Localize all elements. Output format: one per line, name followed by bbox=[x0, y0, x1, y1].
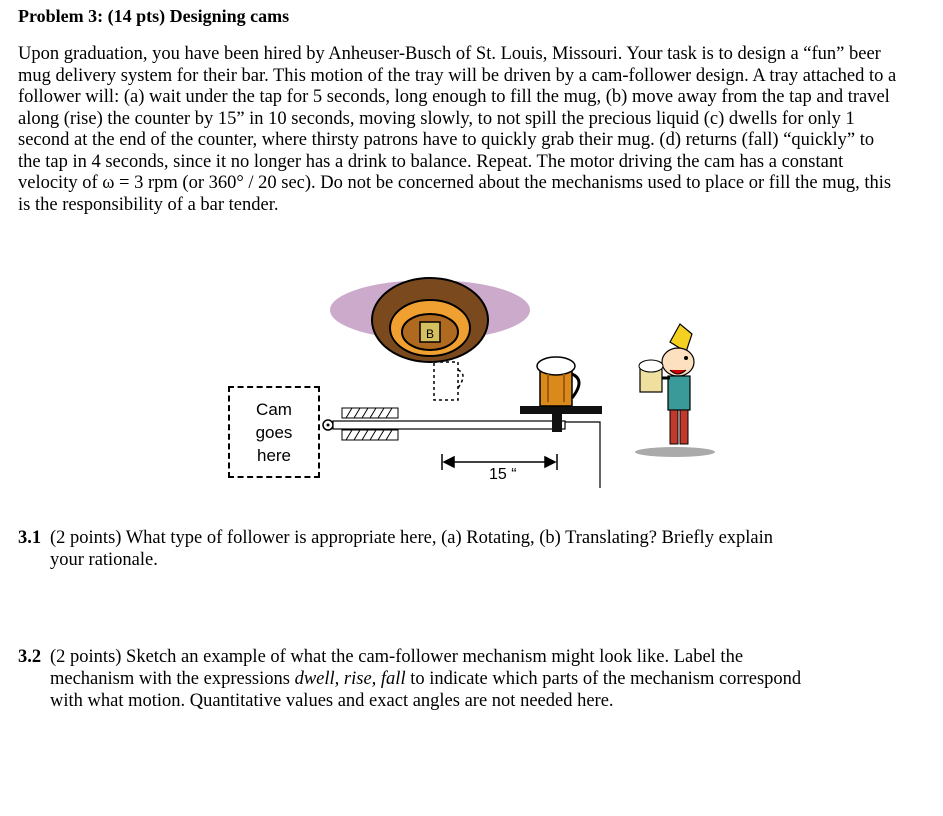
question-3-1 bbox=[18, 527, 898, 571]
cam-label-line1: Cam bbox=[256, 399, 292, 419]
question-text-line2 bbox=[18, 668, 918, 690]
thirsty-patron-icon bbox=[635, 324, 715, 457]
follower-rod bbox=[333, 421, 565, 429]
problem-intro: Upon graduation, you have been hired by Anheuser-Busch of St. Louis, Missouri. Your task is to design a “fun” beer mug delivery system for their bar. This motion of the tray will be driven by a cam-follower design. A tray attached to a follower will: (a) wait under the tap for 5 seconds, long enough to fill the mug, (b) move away from the tap and travel along (rise) the counter by 15” in 10 seconds, moving slowly, to not spill the precious liquid (c) dwells for only 1 second at the end of the counter, where thirsty patrons have to quickly grab their mug. (d) returns (fall) “quickly” to the tap in 4 seconds, since it no longer has a drink to balance. Repeat. The motor driving the cam has a constant velocity of ω = 3 rpm (or 360° / 20 sec). Do not be concerned about the mechanisms used to place or fill the mug, this is the responsibility of a bar tender. bbox=[18, 44, 897, 215]
counter bbox=[565, 422, 600, 488]
dimension-label: 15 “ bbox=[489, 466, 517, 483]
cam-label-line3: here bbox=[256, 445, 292, 465]
motion-terms: dwell, rise, fall bbox=[294, 669, 406, 689]
question-text-prefix: mechanism with the expressions bbox=[50, 669, 295, 689]
beer-mug-icon bbox=[537, 357, 579, 406]
beer-keg-icon bbox=[372, 278, 488, 362]
upper-guide-block bbox=[342, 408, 398, 418]
cam-placeholder-box bbox=[228, 386, 320, 478]
problem-title: Problem 3: (14 pts) Designing cams bbox=[18, 6, 290, 26]
question-text-line1: (2 points) Sketch an example of what the cam-follower mechanism might look like. Label the bbox=[50, 647, 744, 667]
tray-post bbox=[552, 414, 562, 432]
question-number: 3.1 bbox=[18, 528, 42, 548]
question-text-line3: with what motion. Quantitative values and exact angles are not needed here. bbox=[50, 691, 614, 711]
lower-guide-block bbox=[342, 430, 398, 440]
follower-roller-icon bbox=[323, 420, 333, 430]
question-text-line1: (2 points) What type of follower is appropriate here, (a) Rotating, (b) Translating? Briefly explain bbox=[50, 528, 774, 548]
cam-label-line2: goes bbox=[255, 422, 293, 442]
question-text-suffix: to indicate which parts of the mechanism correspond bbox=[405, 669, 802, 689]
question-number: 3.2 bbox=[18, 647, 42, 667]
question-3-2 bbox=[18, 646, 918, 712]
tray bbox=[520, 406, 602, 414]
question-text-line2: your rationale. bbox=[50, 550, 158, 570]
keg-label: B bbox=[425, 327, 435, 341]
dashed-mug-outline-icon bbox=[434, 362, 463, 400]
